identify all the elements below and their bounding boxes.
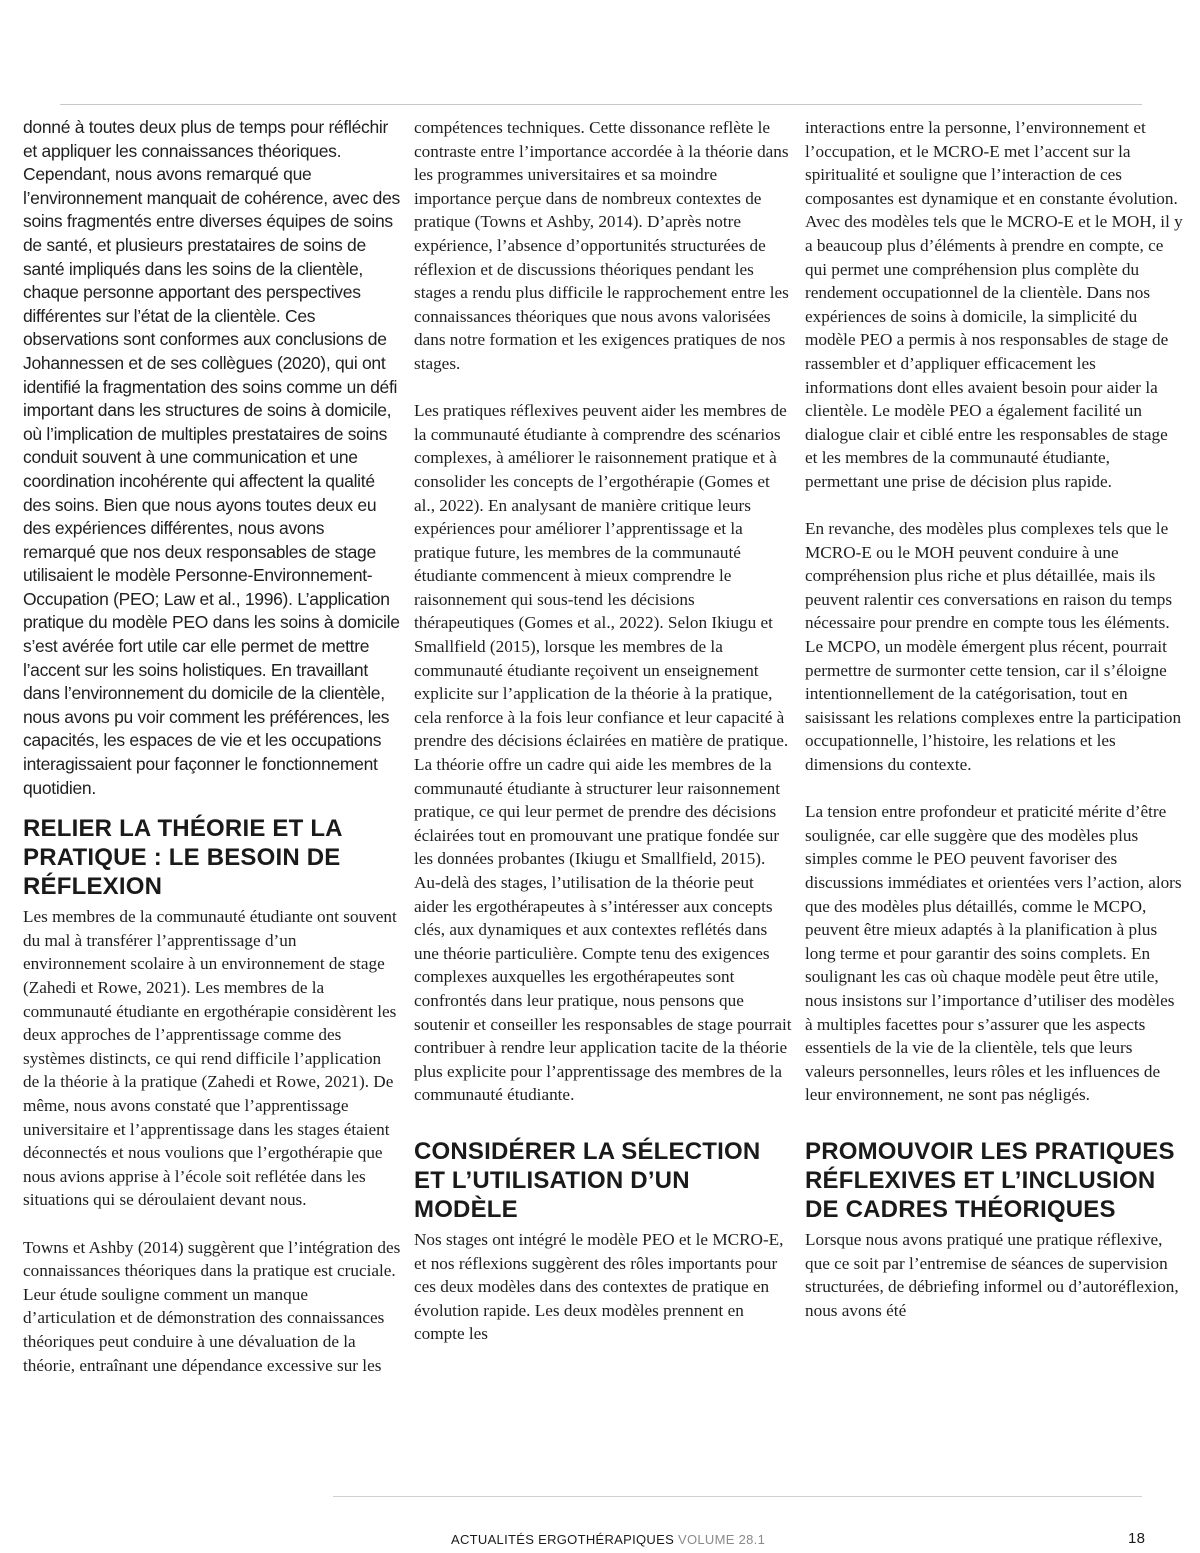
volume-label: VOLUME 28.1 bbox=[677, 1532, 766, 1547]
column-1 bbox=[23, 116, 401, 1486]
page-footer bbox=[0, 1532, 1200, 1552]
paragraph: Nos stages ont intégré le modèle PEO et le MCRO-E, et nos réflexions suggèrent des rôles importants pour ces deux modèles dans des contextes de pratique en évolution rapide. Les deux modèles prennent en compte les bbox=[414, 1229, 784, 1344]
paragraph: compétences techniques. Cette dissonance reflète le contraste entre l’importance accordée à la théorie dans les programmes universitaires et sa moindre importance perçue dans de nombreux contextes de pratique (Towns et Ashby, 2014). D’après notre expérience, l’absence d’opportunités structurées de réflexion et de discussions théoriques pendant les stages a rendu plus difficile le rapprochement entre les connaissances théoriques que nous avons valorisées dans notre formation et les exigences pratiques de nos stages. bbox=[414, 118, 789, 373]
section-heading: CONSIDÉRER LA SÉLECTION ET L’UTILISATION D’UN MODÈLE bbox=[414, 1137, 761, 1223]
paragraph: interactions entre la personne, l’environnement et l’occupation, et le MCRO-E met l’accent sur la spiritualité et souligne que l’interaction de ces composantes est dynamique et en constante évolution. Avec des modèles tels que le MCRO-E et le MOH, il y a beaucoup plus d’éléments à prendre en compte, ce qui permet une compréhension plus complète du rendement occupationnel de la clientèle. Dans nos expériences de soins à domicile, la simplicité du modèle PEO a permis à nos responsables de stage de rassembler et d’appliquer efficacement les informations dont elles avaient besoin pour aider la clientèle. Le modèle PEO a également facilité un dialogue clair et ciblé entre les responsables de stage et les membres de la communauté étudiante, permettant une prise de décision plus rapide. bbox=[805, 118, 1183, 491]
magazine-name: ACTUALITÉS ERGOTHÉRAPIQUES bbox=[451, 1532, 675, 1547]
section-heading: PROMOUVOIR LES PRATIQUES RÉFLEXIVES ET L’INCLUSION DE CADRES THÉORIQUES bbox=[805, 1137, 1175, 1223]
section-heading: RELIER LA THÉORIE ET LA PRATIQUE : LE BESOIN DE RÉFLEXION bbox=[23, 815, 342, 901]
paragraph: Les pratiques réflexives peuvent aider les membres de la communauté étudiante à comprendre des scénarios complexes, à améliorer le raisonnement pratique et à consolider les concepts de l’ergothérapie (Gomes et al., 2022). En analysant de manière critique leurs expériences pour améliorer l’apprentissage et la pratique future, les membres de la communauté étudiante commencent à mieux comprendre le raisonnement qui sous-tend les décisions thérapeutiques (Gomes et al., 2022). Selon Ikiugu et Smallfield (2015), lorsque les membres de la communauté étudiante reçoivent un enseignement explicite sur l’application de la théorie à la pratique, cela renforce à la fois leur confiance et leur capacité à prendre des décisions éclairées en matière de pratique. La théorie offre un cadre qui aide les membres de la communauté étudiante à structurer leur raisonnement pratique, ce qui leur permet de prendre des décisions éclairées tout en promouvant une pratique fondée sur les données probantes (Ikiugu et Smallfield, 2015). Au-delà des stages, l’utilisation de la théorie peut aider les ergothérapeutes à s’intéresser aux concepts clés, aux dynamiques et aux contextes reflétés dans une théorie particulière. Compte tenu des exigences complexes auxquelles les ergothérapeutes sont confrontés dans leur pratique, nous pensons que soutenir et conseiller les responsables de stage pourrait contribuer à rendre leur application tacite de la théorie plus explicite pour l’apprentissage des membres de la communauté étudiante. bbox=[414, 401, 792, 1105]
paragraph: En revanche, des modèles plus complexes tels que le MCRO-E ou le MOH peuvent conduire à une compréhension plus riche et plus détaillée, mais ils peuvent ralentir ces conversations en raison du temps nécessaire pour prendre en compte tous les éléments. Le MCPO, un modèle émergent plus récent, pourrait permettre de surmonter cette tension, car il s’éloigne intentionnellement de la catégorisation, tout en saisissant les relations complexes entre la participation occupationnelle, l’histoire, les relations et les dimensions du contexte. bbox=[805, 519, 1182, 775]
column-2 bbox=[414, 116, 792, 1486]
paragraph: La tension entre profondeur et praticité mérite d’être soulignée, car elle suggère que des modèles plus simples comme le PEO peuvent favoriser des discussions immédiates et orientées vers l’action, alors que des modèles plus détaillés, comme le MCPO, peuvent être mieux adaptés à la planification à plus long terme et pour garantir des soins complets. En soulignant les cas où chaque modèle peut être utile, nous insistons sur l’importance d’utiliser des modèles à multiples facettes pour s’assurer que les aspects essentiels de la vie de la clientèle, tels que leurs valeurs personnelles, leurs rôles et les influences de leur environnement, ne sont pas négligés. bbox=[805, 802, 1182, 1105]
column-3 bbox=[805, 116, 1183, 1486]
paragraph: Les membres de la communauté étudiante ont souvent du mal à transférer l’apprentissage d’un environnement scolaire à un environnement de stage (Zahedi et Rowe, 2021). Les membres de la communauté étudiante en ergothérapie considèrent les deux approches de l’apprentissage comme des systèmes distincts, ce qui rend difficile l’application de la théorie à la pratique (Zahedi et Rowe, 2021). De même, nous avons constaté que l’apprentissage universitaire et l’apprentissage dans les stages étaient déconnectés et nous voulions que l’ergothérapie que nous avions apprise à l’école soit reflétée dans les situations qui se déroulaient devant nous. bbox=[23, 907, 397, 1210]
paragraph: Towns et Ashby (2014) suggèrent que l’intégration des connaissances théoriques dans la pratique est cruciale. Leur étude souligne comment un manque d’articulation et de démonstration des connaissances théoriques peut conduire à une dévaluation de la théorie, entraînant une dépendance excessive sur les bbox=[23, 1237, 401, 1375]
page-number: 18 bbox=[1128, 1530, 1146, 1547]
footer-magazine-title bbox=[451, 1532, 765, 1547]
top-rule bbox=[60, 104, 1142, 105]
footer-rule bbox=[333, 1496, 1142, 1497]
paragraph: donné à toutes deux plus de temps pour réfléchir et appliquer les connaissances théoriques. Cependant, nous avons remarqué que l’environnement manquait de cohérence, avec des soins fragmentés entre diverses équipes de soins de santé, et plusieurs prestataires de soins de santé impliqués dans les soins de la clientèle, chaque personne apportant des perspectives différentes sur l’état de la clientèle. Ces observations sont conformes aux conclusions de Johannessen et de ses collègues (2020), qui ont identifié la fragmentation des soins comme un défi important dans les structures de soins à domicile, où l’implication de multiples prestataires de soins conduit souvent à une communication et une coordination incohérente qui affectent la qualité des soins. Bien que nous ayons toutes deux eu des expériences différentes, nous avons remarqué que nos deux responsables de stage utilisaient le modèle Personne-Environnement-Occupation (PEO; Law et al., 1996). L’application pratique du modèle PEO dans les soins à domicile s’est avérée fort utile car elle permet de mettre l’accent sur les soins holistiques. En travaillant dans l’environnement du domicile de la clientèle, nous avons pu voir comment les préférences, les capacités, les espaces de vie et les occupations interagissaient pour façonner le fonctionnement quotidien. bbox=[23, 117, 400, 798]
paragraph: Lorsque nous avons pratiqué une pratique réflexive, que ce soit par l’entremise de séances de supervision structurées, de débriefing informel ou d’autoréflexion, nous avons été bbox=[805, 1229, 1179, 1320]
